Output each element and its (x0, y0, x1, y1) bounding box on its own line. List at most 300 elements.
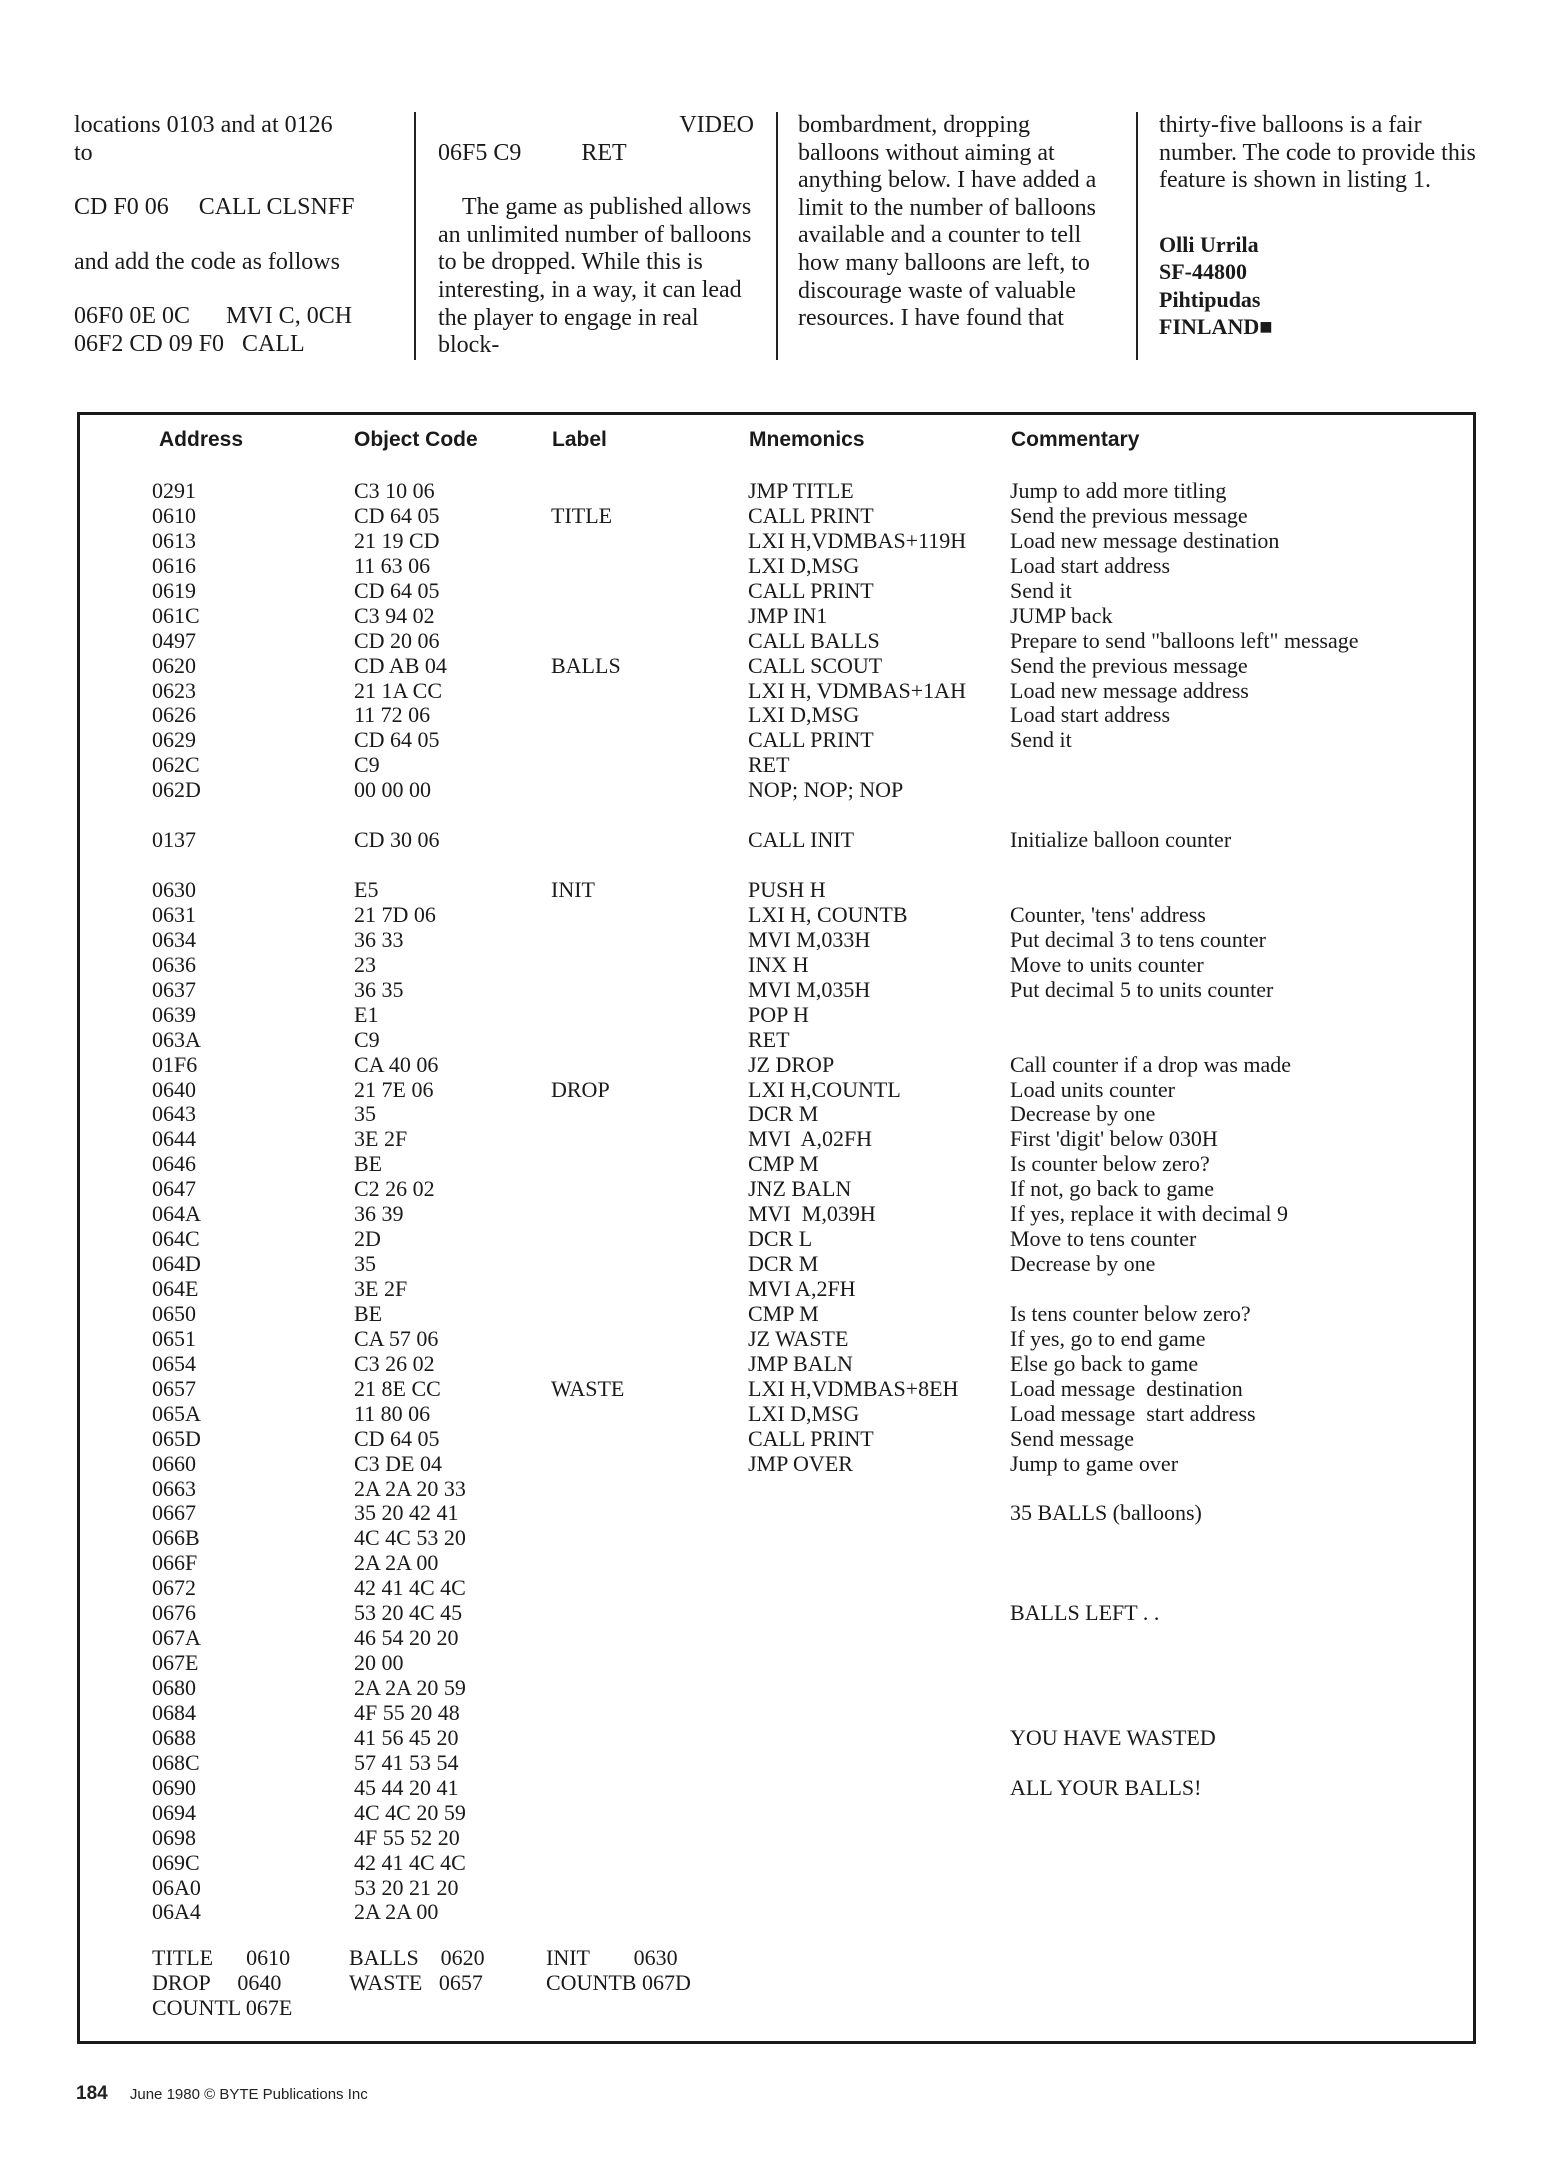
listing-mnemonic (748, 1851, 1010, 1876)
listing-object-code: 21 7D 06 (354, 902, 436, 927)
listing-comment (1010, 1477, 1430, 1502)
listing-label: INIT (551, 878, 595, 902)
listing-mnemonic (748, 1477, 1010, 1502)
listing-mnemonic (748, 1726, 1010, 1751)
listing-row (152, 1377, 1430, 1402)
listing-address: 0698 (152, 1825, 196, 1850)
listing-object-code: C3 26 02 (354, 1351, 435, 1376)
listing-mnemonic: MVI M,035H (748, 977, 871, 1002)
listing-address: 066B (152, 1526, 200, 1551)
listing-address: 0630 (152, 878, 196, 902)
listing-address: 06A0 (152, 1875, 201, 1900)
listing-row (152, 1152, 1430, 1177)
listing-object-code: 2A 2A 20 59 (354, 1676, 466, 1700)
listing-address: 0644 (152, 1127, 196, 1152)
listing-row (152, 1003, 1430, 1028)
listing-label (551, 1751, 748, 1776)
listing-mnemonic: MVI A,02FH (748, 1127, 873, 1152)
listing-label (551, 953, 748, 978)
listing-address: 063A (152, 1027, 201, 1052)
listing-label (551, 703, 748, 728)
listing-mnemonic: LXI H,COUNTL (748, 1077, 901, 1102)
listing-row (152, 1701, 1430, 1726)
listing-row (152, 1876, 1430, 1901)
listing-row (152, 1501, 1430, 1526)
listing-mnemonic: CALL INIT (748, 828, 855, 853)
listing-address: 0620 (152, 653, 196, 678)
listing-address: 06A4 (152, 1900, 201, 1925)
listing-table (152, 479, 1430, 1925)
footer-credit: June 1980 © BYTE Publications Inc (129, 2086, 368, 2103)
listing-mnemonic: MVI M,033H (748, 927, 871, 952)
listing-mnemonic (748, 1801, 1010, 1826)
listing-mnemonic: CMP M (748, 1301, 819, 1326)
listing-object-code: 21 1A CC (354, 678, 443, 703)
listing-comment: Load units counter (1010, 1077, 1175, 1102)
listing-object-code: CD 64 05 (354, 1426, 440, 1451)
listing-mnemonic: CALL PRINT (748, 503, 874, 528)
listing-mnemonic (748, 1551, 1010, 1576)
listing-comment (1010, 1028, 1430, 1053)
listing-row (152, 828, 1430, 853)
author-city: Pihtipudas (1159, 286, 1261, 312)
listing-mnemonic: JMP TITLE (748, 479, 854, 503)
listing-row (152, 529, 1430, 554)
listing-mnemonic: LXI H, COUNTB (748, 902, 908, 927)
listing-comment (1010, 1851, 1430, 1876)
listing-object-code: 11 72 06 (354, 703, 431, 728)
symbol-entry: INIT 0630 (546, 1945, 678, 1970)
listing-comment (1010, 1626, 1430, 1651)
listing-mnemonic: MVI A,2FH (748, 1277, 856, 1301)
listing-address: 0291 (152, 479, 196, 503)
listing-comment: Put decimal 5 to units counter (1010, 977, 1274, 1002)
header-mnemonics: Mnemonics (749, 428, 865, 451)
column-divider (776, 112, 778, 360)
page-number: 184 (76, 2083, 108, 2104)
listing-object-code: 4C 4C 53 20 (354, 1526, 466, 1551)
listing-address: 066F (152, 1551, 198, 1576)
listing-label (551, 1851, 748, 1876)
listing-object-code: CD 64 05 (354, 578, 440, 603)
listing-mnemonic: PUSH H (748, 878, 826, 902)
listing-row (152, 1227, 1430, 1252)
listing-label (551, 1102, 748, 1127)
listing-object-code: 00 00 00 (354, 778, 431, 803)
listing-mnemonic: LXI H,VDMBAS+8EH (748, 1376, 959, 1401)
listing-label (551, 604, 748, 629)
listing-row (152, 878, 1430, 903)
listing-comment: Is tens counter below zero? (1010, 1301, 1251, 1326)
listing-row (152, 1427, 1430, 1452)
listing-object-code: 41 56 45 20 (354, 1725, 459, 1750)
article-column-1 (74, 112, 404, 359)
listing-object-code: CD AB 04 (354, 653, 447, 678)
listing-mnemonic (748, 1900, 1010, 1925)
header-object-code: Object Code (354, 428, 478, 451)
listing-row (152, 1352, 1430, 1377)
listing-address: 064E (152, 1277, 199, 1301)
listing-mnemonic: DCR M (748, 1252, 819, 1277)
listing-address: 0647 (152, 1177, 196, 1202)
listing-label (551, 1327, 748, 1352)
listing-comment: If yes, go to end game (1010, 1326, 1206, 1351)
listing-address: 062C (152, 753, 200, 778)
listing-row (152, 1551, 1430, 1576)
listing-label (551, 679, 748, 704)
listing-mnemonic (748, 1751, 1010, 1776)
listing-address: 0639 (152, 1002, 196, 1027)
listing-row (152, 1277, 1430, 1302)
listing-address: 064A (152, 1202, 201, 1227)
listing-label (551, 1028, 748, 1053)
listing-mnemonic: LXI D,MSG (748, 553, 860, 578)
listing-comment (1010, 1751, 1430, 1776)
symbol-entry: COUNTB 067D (546, 1969, 691, 1995)
listing-address: 0672 (152, 1576, 196, 1601)
listing-mnemonic: CALL BALLS (748, 628, 880, 653)
listing-object-code: 4C 4C 20 59 (354, 1800, 466, 1825)
listing-address: 0688 (152, 1725, 196, 1750)
listing-mnemonic (748, 1501, 1010, 1526)
listing-comment (1010, 1576, 1430, 1601)
listing-label (551, 1900, 748, 1925)
listing-object-code: 21 19 CD (354, 528, 440, 553)
listing-address: 068C (152, 1750, 200, 1775)
listing-comment: Send message (1010, 1426, 1135, 1451)
listing-mnemonic: CALL PRINT (748, 1426, 874, 1451)
listing-comment (1010, 1551, 1430, 1576)
listing-mnemonic: DCR L (748, 1227, 813, 1252)
listing-row (152, 479, 1430, 504)
listing-row (152, 604, 1430, 629)
listing-comment: Load new message destination (1010, 528, 1280, 553)
listing-row (152, 679, 1430, 704)
listing-label (551, 1876, 748, 1901)
listing-comment: First 'digit' below 030H (1010, 1127, 1218, 1152)
listing-object-code: CA 40 06 (354, 1052, 439, 1077)
listing-address: 067A (152, 1626, 201, 1651)
listing-label (551, 1551, 748, 1576)
listing-comment (1010, 1701, 1430, 1726)
listing-mnemonic: INX H (748, 952, 809, 977)
listing-row (152, 1402, 1430, 1427)
listing-label (551, 1352, 748, 1377)
listing-row (152, 1900, 1430, 1925)
listing-object-code: 46 54 20 20 (354, 1626, 459, 1651)
listing-label (551, 1701, 748, 1726)
listing-label (551, 1601, 748, 1626)
listing-comment: BALLS LEFT . . (1010, 1601, 1160, 1626)
listing-object-code: 11 80 06 (354, 1401, 431, 1426)
listing-mnemonic (748, 1526, 1010, 1551)
article-code-line: VIDEO (679, 112, 754, 138)
listing-mnemonic: LXI D,MSG (748, 1401, 860, 1426)
listing-object-code: 2A 2A 00 (354, 1551, 439, 1576)
listing-row (152, 903, 1430, 928)
listing-row (152, 1601, 1430, 1626)
listing-address: 0640 (152, 1077, 196, 1102)
listing-comment: Load message start address (1010, 1401, 1256, 1426)
listing-mnemonic: JMP IN1 (748, 603, 828, 628)
listing-row (152, 1751, 1430, 1776)
article-code-line: 06F5 C9 RET (438, 139, 627, 166)
article-paragraph: The game as published allows an unlimited number of balloons to be dropped. While this is interesting, in a way, it can lead the player to engage in real block- (438, 194, 752, 359)
listing-mnemonic (748, 1626, 1010, 1651)
listing-comment (1010, 878, 1430, 903)
listing-mnemonic: JZ DROP (748, 1052, 835, 1077)
listing-label (551, 728, 748, 753)
listing-row (152, 778, 1430, 803)
symbol-entry: BALLS 0620 (349, 1945, 485, 1970)
listing-comment: Send the previous message (1010, 653, 1248, 678)
listing-mnemonic (748, 1776, 1010, 1801)
author-name: Olli Urrila (1159, 231, 1259, 257)
listing-label (551, 1501, 748, 1526)
listing-label (551, 1202, 748, 1227)
listing-label: WASTE (551, 1376, 625, 1401)
listing-object-code: 36 33 (354, 927, 404, 952)
listing-label (551, 1053, 748, 1078)
listing-object-code: 36 35 (354, 977, 404, 1002)
article-code-line: CD F0 06 CALL CLSNFF (74, 194, 355, 221)
listing-address: 0626 (152, 703, 196, 728)
listing-mnemonic: CALL SCOUT (748, 653, 883, 678)
listing-address: 0676 (152, 1601, 196, 1626)
listing-label (551, 1302, 748, 1327)
listing-object-code: 23 (354, 952, 376, 977)
listing-label (551, 1826, 748, 1851)
listing-mnemonic: CMP M (748, 1152, 819, 1177)
listing-label (551, 903, 748, 928)
symbol-row (152, 1996, 743, 2021)
listing-comment (1010, 1801, 1430, 1826)
listing-object-code: 53 20 4C 45 (354, 1601, 463, 1626)
listing-comment (1010, 753, 1430, 778)
listing-label (551, 1427, 748, 1452)
listing-address: 069C (152, 1850, 200, 1875)
listing-row (152, 953, 1430, 978)
article-paragraph: bombardment, dropping balloons without aiming at anything below. I have added a limit to the number of balloons available and a counter to tell how many balloons are left, to discourage waste of valuable resources. I have found that (798, 112, 1097, 332)
listing-mnemonic: MVI M,039H (748, 1202, 876, 1227)
listing-row (152, 629, 1430, 654)
listing-address: 0663 (152, 1476, 196, 1501)
listing-address: 062D (152, 778, 201, 803)
listing-address: 0654 (152, 1351, 196, 1376)
listing-object-code: 20 00 (354, 1651, 404, 1676)
listing-address: 0636 (152, 952, 196, 977)
listing-label (551, 1177, 748, 1202)
listing-label (551, 1801, 748, 1826)
listing-address: 0650 (152, 1301, 196, 1326)
listing-row (152, 1726, 1430, 1751)
listing-mnemonic: DCR M (748, 1102, 819, 1127)
listing-comment: Send it (1010, 728, 1072, 753)
listing-spacer (152, 803, 1430, 828)
article-text: to (74, 139, 93, 166)
listing-row (152, 753, 1430, 778)
listing-object-code: 36 39 (354, 1202, 404, 1227)
listing-mnemonic: CALL PRINT (748, 728, 874, 753)
listing-address: 0660 (152, 1451, 196, 1476)
listing-label (551, 1452, 748, 1477)
listing-object-code: 21 8E CC (354, 1376, 441, 1401)
listing-address: 01F6 (152, 1052, 198, 1077)
header-label: Label (552, 428, 607, 451)
symbol-entry: TITLE 0610 (152, 1945, 291, 1970)
listing-mnemonic: JNZ BALN (748, 1177, 852, 1202)
author-postcode: SF-44800 (1159, 259, 1247, 285)
listing-address: 0657 (152, 1376, 196, 1401)
listing-comment: JUMP back (1010, 603, 1113, 628)
listing-object-code: 3E 2F (354, 1127, 408, 1152)
listing-row (152, 1053, 1430, 1078)
listing-comment: If yes, replace it with decimal 9 (1010, 1202, 1288, 1227)
listing-label (551, 1626, 748, 1651)
listing-object-code: 35 20 42 41 (354, 1501, 459, 1526)
listing-row (152, 1576, 1430, 1601)
listing-object-code: CD 64 05 (354, 503, 440, 528)
listing-object-code: CD 20 06 (354, 628, 440, 653)
listing-object-code: 21 7E 06 (354, 1077, 434, 1102)
listing-comment: Put decimal 3 to tens counter (1010, 927, 1266, 952)
listing-object-code: 35 (354, 1252, 376, 1277)
listing-label (551, 1252, 748, 1277)
listing-comment (1010, 1676, 1430, 1701)
listing-label: BALLS (551, 653, 621, 678)
listing-row (152, 1327, 1430, 1352)
listing-object-code: C3 DE 04 (354, 1451, 442, 1476)
listing-object-code: 4F 55 52 20 (354, 1825, 460, 1850)
symbol-entry: WASTE 0657 (349, 1969, 483, 1995)
listing-comment (1010, 1277, 1430, 1302)
listing-label (551, 753, 748, 778)
listing-object-code: BE (354, 1152, 383, 1177)
listing-label (551, 1152, 748, 1177)
column-divider (414, 112, 416, 360)
listing-address: 0610 (152, 503, 196, 528)
listing-label (551, 479, 748, 504)
listing-row (152, 1252, 1430, 1277)
symbol-entry (349, 1996, 546, 2021)
listing-label (551, 1676, 748, 1701)
listing-address: 0684 (152, 1700, 196, 1725)
listing-address: 061C (152, 603, 200, 628)
symbol-entry (546, 1996, 743, 2021)
listing-row (152, 1028, 1430, 1053)
listing-comment: Load start address (1010, 553, 1171, 578)
listing-object-code: 35 (354, 1102, 376, 1127)
listing-row (152, 1651, 1430, 1676)
listing-mnemonic: NOP; NOP; NOP (748, 778, 904, 803)
listing-address: 065A (152, 1401, 201, 1426)
listing-comment: Decrease by one (1010, 1252, 1156, 1277)
article-text: and add the code as follows (74, 248, 340, 275)
listing-label (551, 1227, 748, 1252)
listing-address: 064D (152, 1252, 201, 1277)
listing-label (551, 1127, 748, 1152)
listing-label (551, 529, 748, 554)
listing-address: 0690 (152, 1775, 196, 1800)
symbol-row (152, 1946, 743, 1971)
symbol-row (152, 1971, 743, 1996)
listing-label (551, 828, 748, 853)
listing-comment: YOU HAVE WASTED (1010, 1725, 1216, 1750)
symbol-entry: DROP 0640 (152, 1969, 282, 1995)
listing-label (551, 1277, 748, 1302)
listing-address: 0629 (152, 728, 196, 753)
listing-object-code: 45 44 20 41 (354, 1775, 459, 1800)
article-column-3 (798, 112, 1114, 333)
listing-comment: Jump to add more titling (1010, 479, 1227, 503)
listing-label (551, 1726, 748, 1751)
listing-address: 0651 (152, 1326, 196, 1351)
listing-object-code: 53 20 21 20 (354, 1875, 459, 1900)
listing-comment (1010, 778, 1430, 803)
listing-comment (1010, 1876, 1430, 1901)
listing-object-code: BE (354, 1301, 383, 1326)
listing-row (152, 654, 1430, 679)
listing-comment: Send it (1010, 578, 1072, 603)
listing-address: 067E (152, 1651, 199, 1676)
listing-mnemonic (748, 1701, 1010, 1726)
listing-mnemonic: CALL PRINT (748, 578, 874, 603)
listing-address: 0680 (152, 1676, 196, 1700)
listing-mnemonic: JMP BALN (748, 1351, 853, 1376)
listing-address: 0667 (152, 1501, 196, 1526)
listing-row (152, 1776, 1430, 1801)
listing-comment: Counter, 'tens' address (1010, 902, 1206, 927)
listing-address: 0137 (152, 828, 196, 853)
listing-label (551, 629, 748, 654)
listing-object-code: C9 (354, 1027, 380, 1052)
listing-row (152, 1801, 1430, 1826)
article-column-4 (1159, 112, 1477, 341)
listing-label: TITLE (551, 503, 613, 528)
listing-mnemonic: RET (748, 1027, 790, 1052)
listing-object-code: C2 26 02 (354, 1177, 435, 1202)
listing-comment (1010, 1003, 1430, 1028)
listing-mnemonic (748, 1876, 1010, 1901)
listing-label (551, 1526, 748, 1551)
listing-mnemonic: LXI H,VDMBAS+119H (748, 528, 967, 553)
listing-comment: Prepare to send "balloons left" message (1010, 628, 1359, 653)
listing-row (152, 1102, 1430, 1127)
listing-address: 0646 (152, 1152, 196, 1177)
article-paragraph: thirty-five balloons is a fair number. The code to provide this feature is shown in listing 1. (1159, 112, 1476, 194)
listing-object-code: CD 30 06 (354, 828, 440, 853)
listing-comment: Load start address (1010, 703, 1171, 728)
listing-label (551, 1477, 748, 1502)
listing-comment: ALL YOUR BALLS! (1010, 1775, 1202, 1800)
column-divider (1136, 112, 1138, 360)
article-code-line: 06F0 0E 0C MVI C, 0CH (74, 303, 353, 330)
page-footer (76, 2083, 368, 2105)
listing-row (152, 1127, 1430, 1152)
symbol-entry: COUNTL 067E (152, 1994, 293, 2020)
listing-object-code: 2A 2A 20 33 (354, 1476, 466, 1501)
listing-mnemonic: JZ WASTE (748, 1326, 849, 1351)
listing-spacer (152, 853, 1430, 878)
listing-address: 0643 (152, 1102, 196, 1127)
listing-label (551, 1402, 748, 1427)
listing-mnemonic: RET (748, 753, 790, 778)
listing-address: 0631 (152, 902, 196, 927)
listing-row (152, 1676, 1430, 1701)
listing-object-code: 2A 2A 00 (354, 1900, 439, 1925)
listing-comment: Send the previous message (1010, 503, 1248, 528)
listing-object-code: CA 57 06 (354, 1326, 439, 1351)
